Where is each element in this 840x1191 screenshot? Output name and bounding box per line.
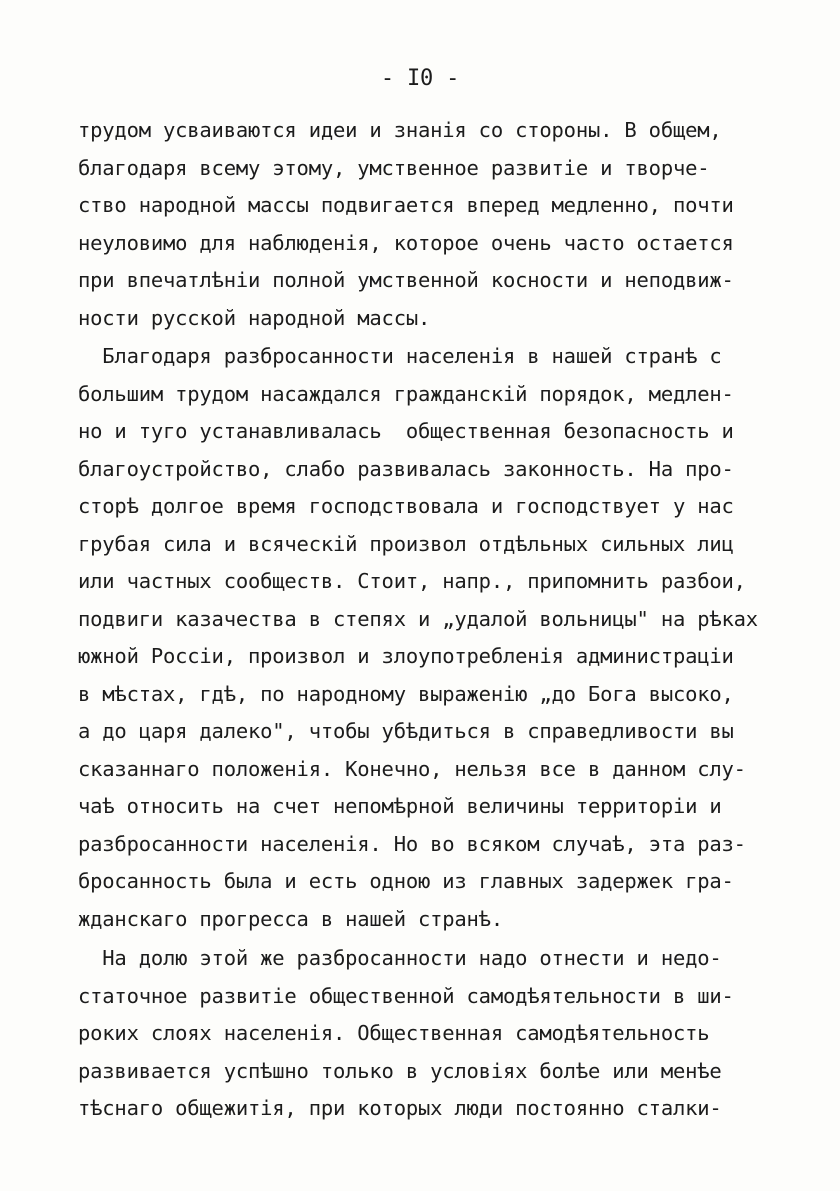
text-line: южной Россiи, произвол и злоупотребленiя администрацiи (78, 644, 734, 668)
text-line: благоустройство, слабо развивалась законность. На про- (78, 456, 734, 481)
text-line: жданскаго прогресса в нашей странѣ. (78, 906, 503, 931)
text-line: ство народной массы подвигается вперед медленно, почти (78, 193, 734, 217)
text-line: статочное развитiе общественной самодѣятельности в ши- (78, 983, 734, 1008)
text-line: ности русской народной массы. (78, 305, 431, 330)
text-line: разбросанности населенiя. Но во всяком случаѣ, эта раз- (78, 831, 746, 856)
text-line: а до царя далеко", чтобы убѣдиться в справедливости вы (78, 719, 734, 743)
text-line: большим трудом насаждался гражданскiй порядок, медлен- (78, 381, 734, 406)
text-line: сторѣ долгое время господствовала и господствует у нас (78, 494, 734, 518)
text-line: или частных сообществ. Стоит, напр., припомнить разбои, (78, 569, 746, 593)
text-line: в мѣстах, гдѣ, по народному выраженiю „до Бога высоко, (78, 681, 734, 706)
text-line: тѣснаго общежитiя, при которых люди постоянно сталки- (78, 1096, 722, 1120)
text-line: грубая сила и всяческiй произвол отдѣльных сильных лиц (78, 531, 734, 556)
text-line: роких слоях населенiя. Общественная самодѣятельность (78, 1021, 710, 1045)
text-line: сказаннаго положенiя. Конечно, нельзя все в данном слу- (78, 756, 746, 781)
text-line: трудом усваиваются идеи и знанiя со стороны. В общем, (78, 118, 722, 142)
text-line: развивается успѣшно только в условiях болѣе или менѣе (78, 1058, 722, 1083)
paragraph-3 (78, 940, 738, 1128)
text-line: На долю этой же разбросанности надо отнести и недо- (78, 946, 722, 970)
text-line: чаѣ относить на счет непомѣрной величины территорiи и (78, 794, 722, 818)
paragraph-1 (78, 112, 738, 337)
text-line: благодаря всему этому, умственное развитiе и творче- (78, 155, 710, 180)
text-line: бросанность была и есть одною из главных задержек гра- (78, 869, 734, 893)
page-number: - I0 - (380, 66, 460, 91)
paragraph-2 (78, 338, 758, 938)
text-line: Благодаря разбросанности населенiя в нашей странѣ с (78, 344, 722, 368)
text-line: неуловимо для наблюденiя, которое очень часто остается (78, 230, 734, 255)
text-line: подвиги казачества в степях и „удалой вольницы" на рѣках (78, 606, 758, 631)
text-line: при впечатлѣнiи полной умственной косности и неподвиж- (78, 268, 734, 292)
text-line: но и туго устанавливалась общественная безопасность и (78, 419, 734, 443)
